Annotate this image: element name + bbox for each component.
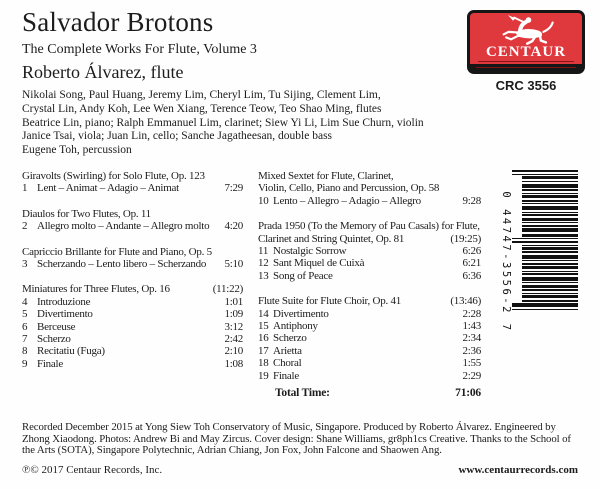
website-text: www.centaurrecords.com <box>458 464 578 476</box>
track-number: 5 <box>22 308 28 321</box>
track-row <box>22 182 243 194</box>
track-number: 17 <box>258 344 269 357</box>
track-title: Recitatiu (Fuga) <box>37 345 105 358</box>
barcode-bar <box>522 189 578 191</box>
barcode-bar <box>522 266 578 269</box>
track-section <box>22 170 243 195</box>
track-title: Scherzo <box>273 332 307 345</box>
barcode-bar <box>522 245 578 246</box>
track-number: 12 <box>258 257 269 270</box>
track-number: 4 <box>22 295 28 308</box>
centaur-wordmark: CENTAUR <box>485 44 567 60</box>
section-header-text: Miniatures for Three Flutes, Op. 16 <box>22 283 170 296</box>
track-number: 11 <box>258 245 269 258</box>
track-title: Lento – Allegro – Adagio – Allegro <box>273 194 421 207</box>
track-time: 2:29 <box>462 369 481 382</box>
section-header-text: Capriccio Brillante for Flute and Piano, Op. 5 <box>22 245 212 258</box>
performer-line: Beatrice Lin, piano; Ralph Emmanuel Lim, clarinet; Siew Yi Li, Lim Sue Churn, violin <box>22 116 424 129</box>
performer-line: Nikolai Song, Paul Huang, Jeremy Lim, Cheryl Lim, Tu Sijing, Clement Lim, <box>22 89 381 101</box>
track-title: Scherzando – Lento libero – Scherzando <box>37 258 207 271</box>
track-number: 2 <box>22 220 28 233</box>
track-row <box>22 321 243 333</box>
track-number: 9 <box>22 357 28 370</box>
barcode-bar <box>522 176 578 179</box>
track-row <box>22 308 243 320</box>
track-row <box>22 345 243 357</box>
track-number: 15 <box>258 320 269 333</box>
track-title: Introduzione <box>37 295 91 308</box>
track-time: 5:10 <box>224 258 243 271</box>
track-time: 6:36 <box>462 269 481 282</box>
section-header-text: Clarinet and String Quintet, Op. 81 <box>258 232 405 245</box>
track-time: 4:20 <box>224 220 243 233</box>
barcode-bar <box>522 218 578 221</box>
barcode <box>512 170 578 310</box>
section-header-text: Prada 1950 (To the Memory of Pau Casals) for Flute, <box>258 220 480 233</box>
performer-line: Eugene Toh, percussion <box>22 144 132 157</box>
track-time: 6:26 <box>462 245 481 258</box>
section-header-line <box>22 283 243 295</box>
barcode-bar <box>522 295 578 298</box>
barcode-bar <box>522 225 578 227</box>
barcode-bar <box>522 212 578 213</box>
total-time-value: 71:06 <box>455 387 481 399</box>
section-header-line <box>258 182 481 194</box>
barcode-bar <box>522 228 578 232</box>
centaur-logo <box>467 10 585 74</box>
track-section <box>258 295 481 382</box>
performer-line: Janice Tsai, viola; Juan Lin, cello; Sanche Jagatheesan, double bass <box>22 130 333 143</box>
track-time: 1:09 <box>224 308 243 321</box>
barcode-bar <box>512 170 578 172</box>
total-time-label: Total Time: <box>275 387 330 399</box>
track-number: 14 <box>258 307 269 320</box>
track-title: Divertimento <box>37 308 93 321</box>
track-time: 2:42 <box>224 333 243 346</box>
barcode-bar <box>522 184 578 188</box>
track-section <box>22 283 243 370</box>
track-section <box>258 170 481 207</box>
track-number: 7 <box>22 333 28 346</box>
composer-title: Salvador Brotons <box>22 7 214 37</box>
performers-list <box>22 89 424 158</box>
barcode-bar <box>522 255 578 259</box>
barcode-bar <box>522 300 578 302</box>
section-header-text: Flute Suite for Flute Choir, Op. 41 <box>258 295 401 308</box>
barcode-bar <box>522 251 578 253</box>
track-row <box>258 270 481 282</box>
credits-text: Recorded December 2015 at Yong Siew Toh Conservatory of Music, Singapore. Produced by Roberto Álvarez. Engineered by Zhong Xiaodong. Photos: Andrew Bi and May Zircus. Cover design: Shane Williams, gr8ph1cs Creative. Thanks to the School of the Arts (SOTA), Singapore Polytechnic, Adrian Chiang, Jon Fox, John Falcone and Shaowen Ang. <box>22 421 571 457</box>
barcode-bar <box>522 271 578 272</box>
track-section <box>22 208 243 233</box>
track-time: 2:10 <box>224 345 243 358</box>
section-header-line <box>258 220 481 232</box>
section-header-text: Diaulos for Two Flutes, Op. 11 <box>22 207 151 220</box>
track-title: Sant Miquel de Cuixà <box>273 257 365 270</box>
track-title: Antiphony <box>273 320 318 333</box>
track-row <box>258 357 481 369</box>
barcode-bar <box>522 289 578 291</box>
track-time: 3:12 <box>224 320 243 333</box>
tracklist-column-left <box>22 170 243 370</box>
track-time: 1:43 <box>462 320 481 333</box>
track-row <box>258 245 481 257</box>
barcode-bar <box>522 277 578 281</box>
track-number: 13 <box>258 269 269 282</box>
track-time: 6:21 <box>462 257 481 270</box>
track-time: 2:28 <box>462 307 481 320</box>
barcode-bar <box>512 238 578 239</box>
footer <box>22 464 578 476</box>
track-row <box>258 332 481 344</box>
track-title: Divertimento <box>273 307 329 320</box>
barcode-bar <box>512 241 578 243</box>
track-row <box>22 220 243 232</box>
barcode-bar <box>522 273 578 275</box>
barcode-bar <box>522 293 578 294</box>
barcode-bar <box>522 260 578 261</box>
album-subtitle: The Complete Works For Flute, Volume 3 <box>22 42 257 57</box>
barcode-bar <box>512 174 578 175</box>
section-header-text: Giravolts (Swirling) for Solo Flute, Op. 123 <box>22 170 205 182</box>
track-title: Berceuse <box>37 320 76 333</box>
track-section <box>22 246 243 271</box>
barcode-bar <box>522 234 578 237</box>
track-row <box>22 358 243 370</box>
logo-strip-line <box>476 67 576 69</box>
track-title: Choral <box>273 357 302 370</box>
track-number: 18 <box>258 357 269 370</box>
track-title: Nostalgic Sorrow <box>273 245 347 258</box>
track-row <box>22 258 243 270</box>
section-header-line <box>258 295 481 307</box>
section-header-line <box>22 170 243 182</box>
track-time: 1:08 <box>224 357 243 370</box>
track-title: Allegro molto – Andante – Allegro molto <box>37 220 210 233</box>
barcode-bar <box>522 263 578 265</box>
centaur-icon <box>470 15 582 45</box>
barcode-digits: 0 44747-3556-2 7 <box>500 191 512 333</box>
copyright-line: ℗© 2017 Centaur Records, Inc. <box>22 464 163 476</box>
track-title: Song of Peace <box>273 269 333 282</box>
barcode-bar <box>522 181 578 182</box>
performer-line: Crystal Lin, Andy Koh, Lee Wen Xiang, Terence Teow, Teo Shao Ming, flutes <box>22 102 382 115</box>
track-time: 1:55 <box>462 357 481 370</box>
barcode-bar <box>522 285 578 288</box>
section-header-line <box>258 233 481 245</box>
track-title: Lent – Animat – Adagio – Animat <box>37 182 179 195</box>
track-number: 6 <box>22 320 28 333</box>
track-row <box>258 370 481 382</box>
track-section <box>258 220 481 282</box>
barcode-bar <box>522 214 578 216</box>
barcode-bar <box>522 206 578 210</box>
track-number: 8 <box>22 345 28 358</box>
section-header-text: Mixed Sextet for Flute, Clarinet, <box>258 170 394 182</box>
track-row <box>258 257 481 269</box>
track-title: Scherzo <box>37 333 71 346</box>
section-header-text: Violin, Cello, Piano and Percussion, Op. 58 <box>258 182 440 195</box>
section-header-line <box>22 246 243 258</box>
track-title: Finale <box>37 357 63 370</box>
artist-name: Roberto Álvarez, flute <box>22 62 184 82</box>
barcode-bar <box>512 303 578 307</box>
track-time: 2:36 <box>462 344 481 357</box>
total-time-row <box>258 387 481 399</box>
barcode-bar <box>522 282 578 283</box>
track-row <box>22 296 243 308</box>
track-number: 16 <box>258 332 269 345</box>
track-row <box>258 308 481 320</box>
barcode-bar <box>522 200 578 202</box>
logo-bottom-strip <box>470 64 582 71</box>
section-duration: (19:25) <box>450 232 481 245</box>
section-header-line <box>22 208 243 220</box>
header <box>22 6 257 85</box>
barcode-bar <box>522 222 578 223</box>
track-row <box>258 345 481 357</box>
track-row <box>258 320 481 332</box>
barcode-bar <box>512 309 578 310</box>
track-number: 10 <box>258 194 269 207</box>
barcode-bar <box>522 195 578 198</box>
barcode-bar <box>522 193 578 194</box>
logo-underline <box>478 61 574 63</box>
track-row <box>22 333 243 345</box>
catalog-number: CRC 3556 <box>495 78 557 93</box>
section-header-line <box>258 170 481 182</box>
tracklist-column-right <box>258 170 481 382</box>
section-duration: (11:22) <box>212 283 243 296</box>
barcode-bar <box>522 203 578 204</box>
track-number: 1 <box>22 182 28 195</box>
track-time: 9:28 <box>462 194 481 207</box>
track-time: 1:01 <box>224 295 243 308</box>
barcode-bar <box>522 247 578 250</box>
track-row <box>258 195 481 207</box>
track-title: Arietta <box>273 344 302 357</box>
track-time: 7:29 <box>224 182 243 195</box>
track-number: 3 <box>22 258 28 271</box>
section-duration: (13:46) <box>450 295 481 308</box>
track-title: Finale <box>273 369 299 382</box>
track-number: 19 <box>258 369 269 382</box>
track-time: 2:34 <box>462 332 481 345</box>
